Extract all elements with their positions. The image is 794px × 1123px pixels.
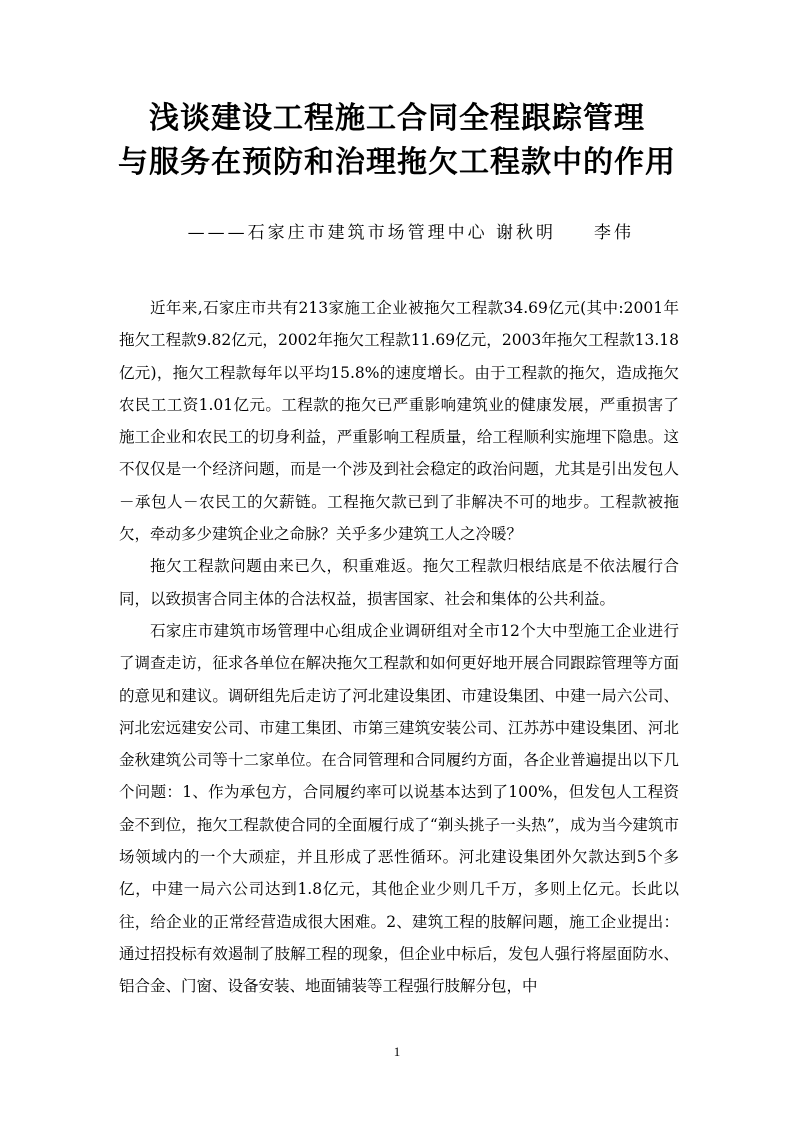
- title-line-1: 浅谈建设工程施工合同全程跟踪管理: [149, 101, 645, 136]
- author-byline: [0, 218, 634, 243]
- paragraph-1: 近年来,石家庄市共有213家施工企业被拖欠工程款34.69亿元(其中:2001年拖欠工程款9.82亿元，2002年拖欠工程款11.69亿元，2003年拖欠工程款13.18亿元)，拖欠工程款每年以平均15.8%的速度增长。由于工程款的拖欠，造成拖欠农民工工资1.01亿元。工程款的拖欠已严重影响建筑业的健康发展，严重损害了施工企业和农民工的切身利益，严重影响工程质量，给工程顺利实施埋下隐患。这不仅仅是一个经济问题，而是一个涉及到社会稳定的政治问题，尤其是引出发包人－承包人－农民工的欠薪链。工程拖欠款已到了非解决不可的地步。工程款被拖欠，牵动多少建筑企业之命脉？关乎多少建筑工人之冷暖？: [119, 299, 679, 544]
- byline-organization: ———石家庄市建筑市场管理中心 谢秋明: [187, 223, 556, 243]
- document-title: [0, 97, 794, 185]
- paragraph-2: 拖欠工程款问题由来已久，积重难返。拖欠工程款归根结底是不依法履行合同，以致损害合同主体的合法权益，损害国家、社会和集体的公共利益。: [119, 557, 679, 608]
- paragraph-3: 石家庄市建筑市场管理中心组成企业调研组对全市12个大中型施工企业进行了调查走访，征求各单位在解决拖欠工程款和如何更好地开展合同跟踪管理等方面的意见和建议。调研组先后走访了河北建设集团、市建设集团、中建一局六公司、河北宏远建安公司、市建工集团、市第三建筑安装公司、江苏苏中建设集团、河北金秋建筑公司等十二家单位。在合同管理和合同履约方面，各企业普遍提出以下几个问题：1、作为承包方，合同履约率可以说基本达到了100%，但发包人工程资金不到位，拖欠工程款使合同的全面履行成了“剃头挑子一头热”，成为当今建筑市场领域内的一个大顽症，并且形成了恶性循环。河北建设集团外欠款达到5个多亿，中建一局六公司达到1.8亿元，其他企业少则几千万，多则上亿元。长此以往，给企业的正常经营造成很大困难。2、建筑工程的肢解问题，施工企业提出：通过招投标有效遏制了肢解工程的现象，但企业中标后，发包人强行将屋面防水、铝合金、门窗、设备安装、地面铺装等工程强行肢解分包，中: [119, 621, 679, 996]
- title-line-2: 与服务在预防和治理拖欠工程款中的作用: [118, 145, 676, 180]
- document-body: [119, 292, 679, 1003]
- byline-coauthor: 李伟: [594, 223, 634, 243]
- page-number: 1: [393, 1044, 401, 1059]
